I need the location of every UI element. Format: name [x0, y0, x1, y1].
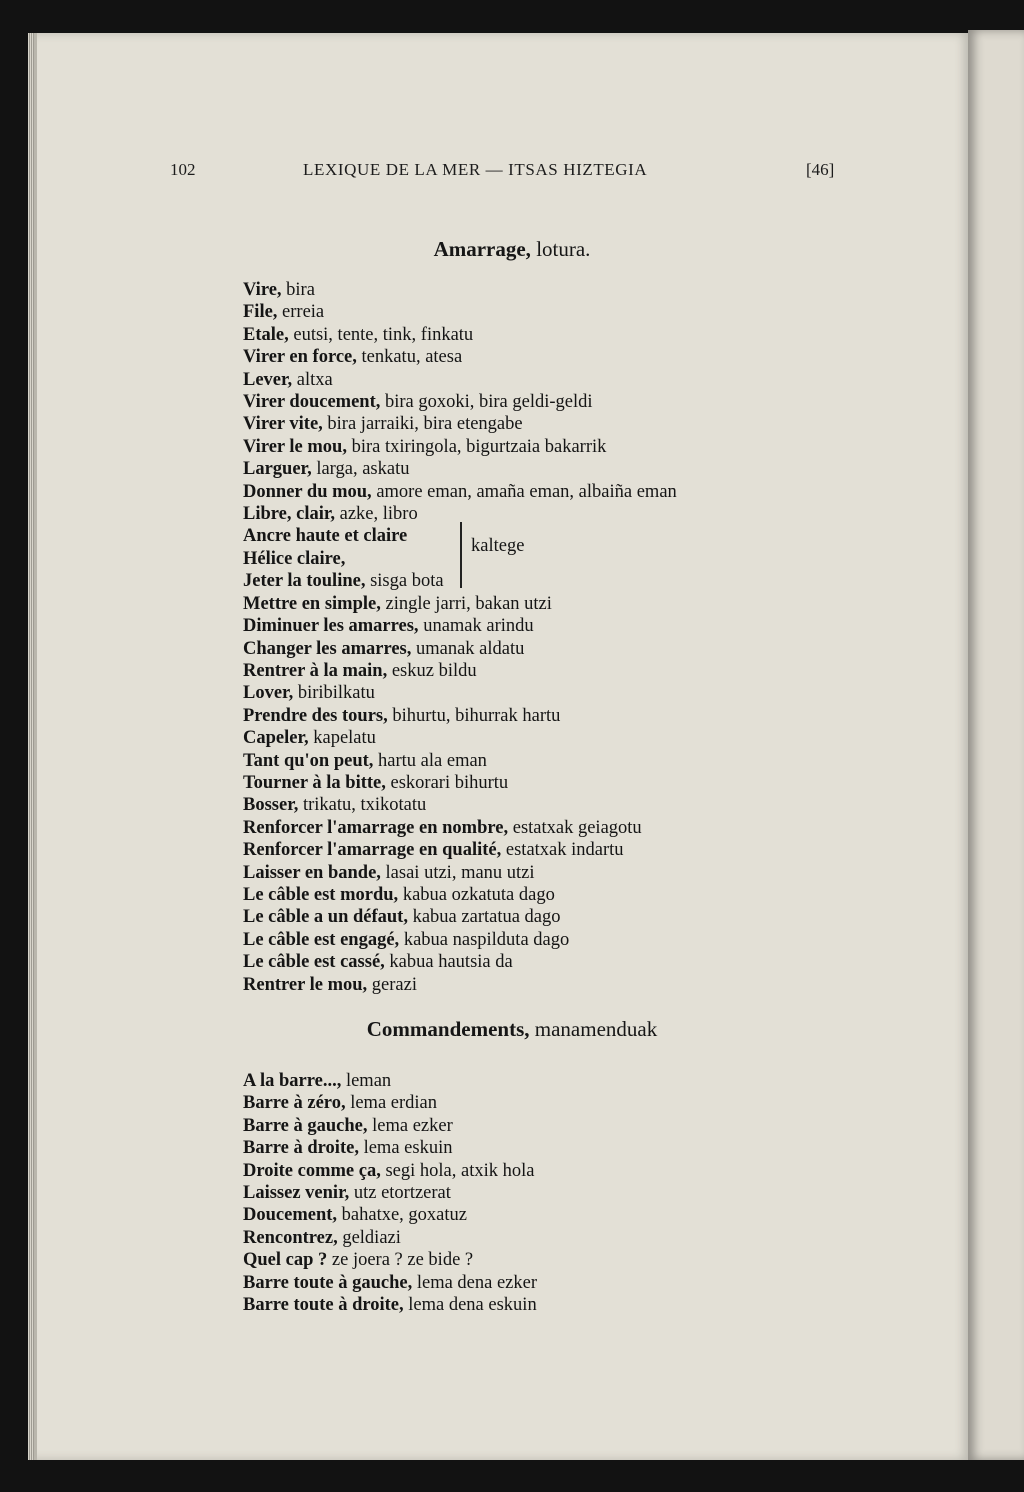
- entry-term: Capeler,: [243, 728, 309, 749]
- entry-gloss: biribilkatu: [293, 683, 375, 704]
- entry-term: Tant qu'on peut,: [243, 750, 374, 771]
- entry-gloss: erreia: [277, 302, 325, 323]
- entry-term: Virer le mou,: [243, 436, 347, 457]
- entry-row: [243, 1137, 537, 1159]
- entry-row: [243, 660, 677, 682]
- entry-term: Quel cap ?: [243, 1250, 328, 1271]
- entry-term: Etale,: [243, 324, 289, 345]
- entry-row: [243, 638, 677, 660]
- entry-term: Renforcer l'amarrage en nombre,: [243, 817, 509, 838]
- entry-row: [243, 593, 677, 615]
- entry-gloss: hartu ala eman: [373, 750, 487, 771]
- entry-row: [243, 750, 677, 772]
- section-title-term: Commandements,: [366, 1017, 530, 1041]
- amarrage-entry-list: [243, 279, 677, 996]
- entry-row: [243, 1160, 537, 1182]
- page-reference: [46]: [806, 160, 835, 179]
- entry-term: Hélice claire,: [243, 548, 346, 569]
- entry-term: Vire,: [243, 280, 282, 300]
- entry-term: Rentrer à la main,: [243, 660, 388, 681]
- entry-gloss: bira txiringola, bigurtzaia bakarrik: [346, 436, 607, 457]
- section-title-commandements: [0, 1017, 1024, 1042]
- brace-bracket: [454, 522, 462, 588]
- entry-row: [243, 615, 677, 637]
- entry-row: [243, 705, 677, 727]
- entry-term: Tourner à la bitte,: [243, 772, 386, 793]
- entry-term: Larguer,: [243, 459, 312, 480]
- entry-gloss: lema dena eskuin: [403, 1295, 537, 1316]
- entry-gloss: estatxak indartu: [501, 840, 624, 861]
- entry-gloss: sisga bota: [365, 571, 444, 592]
- entry-term: Barre à droite,: [243, 1138, 359, 1159]
- entry-row: [243, 884, 677, 906]
- section-title-gloss: manamenduak: [529, 1017, 658, 1041]
- section-title-term: Amarrage,: [433, 237, 531, 261]
- entry-term: Ancre haute et claire: [243, 526, 408, 547]
- entry-term: Lever,: [243, 369, 293, 390]
- entry-row: [243, 1115, 537, 1137]
- entry-gloss: trikatu, txikotatu: [298, 795, 427, 816]
- entry-gloss: kapelatu: [308, 728, 376, 749]
- entry-gloss: estatxak geiagotu: [508, 817, 642, 838]
- entry-row: [243, 436, 677, 458]
- entry-row: [243, 682, 677, 704]
- entry-term: Lover,: [243, 683, 294, 704]
- entry-term: Doucement,: [243, 1205, 338, 1226]
- entry-row: [243, 481, 677, 503]
- entry-row: [243, 772, 677, 794]
- entry-row: [243, 324, 677, 346]
- entry-term: Changer les amarres,: [243, 638, 412, 659]
- entry-term: Donner du mou,: [243, 481, 372, 502]
- entry-row: [243, 458, 677, 480]
- entry-term: Le câble est mordu,: [243, 884, 399, 905]
- entry-gloss: amore eman, amaña eman, albaiña eman: [371, 481, 677, 502]
- running-title: LEXIQUE DE LA MER — ITSAS HIZTEGIA: [303, 160, 648, 179]
- entry-row: [243, 1294, 537, 1316]
- entry-term: Le câble est cassé,: [243, 952, 385, 973]
- entry-row: [243, 1204, 537, 1226]
- entry-row: [243, 346, 677, 368]
- entry-term: Laissez venir,: [243, 1183, 350, 1204]
- entry-row: [243, 794, 677, 816]
- entry-gloss: bihurtu, bihurrak hartu: [387, 705, 561, 726]
- section-title-amarrage: [0, 237, 1024, 262]
- entry-row: [243, 1272, 537, 1294]
- entry-row: [243, 862, 677, 884]
- entry-gloss: utz etortzerat: [349, 1183, 451, 1204]
- entry-term: Le câble est engagé,: [243, 929, 400, 950]
- entry-gloss: bira jarraiki, bira etengabe: [322, 414, 523, 435]
- bracket-gloss: kaltege: [471, 536, 525, 556]
- entry-row: [243, 279, 677, 301]
- entry-term: Le câble a un défaut,: [243, 907, 408, 928]
- entry-gloss: geldiazi: [337, 1227, 401, 1248]
- entry-row: [243, 974, 677, 996]
- entry-row: [243, 301, 677, 323]
- entry-gloss: kabua ozkatuta dago: [398, 884, 555, 905]
- entry-gloss: leman: [341, 1071, 392, 1091]
- entry-row: [243, 369, 677, 391]
- entry-gloss: zingle jarri, bakan utzi: [380, 593, 552, 614]
- commandements-entry-list: [243, 1070, 537, 1316]
- entry-row: [243, 817, 677, 839]
- entry-gloss: kabua hautsia da: [384, 952, 513, 973]
- entry-gloss: umanak aldatu: [411, 638, 525, 659]
- entry-term: Diminuer les amarres,: [243, 616, 419, 637]
- entry-term: Mettre en simple,: [243, 593, 381, 614]
- entry-row: [243, 1227, 537, 1249]
- page-number: 102: [170, 160, 196, 179]
- entry-gloss: bira: [281, 280, 315, 300]
- entry-gloss: kabua zartatua dago: [407, 907, 561, 928]
- entry-row: [243, 951, 677, 973]
- entry-term: Bosser,: [243, 795, 299, 816]
- entry-gloss: eutsi, tente, tink, finkatu: [288, 324, 474, 345]
- entry-gloss: larga, askatu: [311, 459, 410, 480]
- entry-row: [243, 1092, 537, 1114]
- entry-row: [243, 1182, 537, 1204]
- entry-row: [243, 413, 677, 435]
- entry-term: A la barre...,: [243, 1071, 342, 1091]
- entry-term: File,: [243, 302, 278, 323]
- entry-term: Renforcer l'amarrage en qualité,: [243, 840, 502, 861]
- entry-term: Virer vite,: [243, 414, 323, 435]
- entry-gloss: eskorari bihurtu: [385, 772, 509, 793]
- entry-gloss: segi hola, atxik hola: [380, 1160, 535, 1181]
- entry-gloss: azke, libro: [335, 504, 418, 525]
- entry-term: Droite comme ça,: [243, 1160, 381, 1181]
- entry-row: [243, 929, 677, 951]
- entry-gloss: tenkatu, atesa: [356, 347, 463, 368]
- entry-row: [243, 906, 677, 928]
- entry-row: [243, 1249, 537, 1271]
- entry-row: [243, 839, 677, 861]
- entry-gloss: lema eskuin: [358, 1138, 453, 1159]
- entry-gloss: altxa: [292, 369, 333, 390]
- entry-gloss: lema erdian: [345, 1093, 438, 1114]
- section-title-gloss: lotura.: [530, 237, 591, 261]
- entry-term: Barre toute à gauche,: [243, 1272, 413, 1293]
- entry-gloss: lema ezker: [367, 1115, 453, 1136]
- entry-gloss: bira goxoki, bira geldi-geldi: [380, 392, 593, 413]
- entry-term: Libre, clair,: [243, 504, 335, 525]
- entry-term: Rencontrez,: [243, 1227, 338, 1248]
- entry-gloss: bahatxe, goxatuz: [337, 1205, 467, 1226]
- entry-term: Barre à gauche,: [243, 1115, 368, 1136]
- entry-row: [243, 391, 677, 413]
- entry-gloss: ze joera ? ze bide ?: [327, 1250, 474, 1271]
- entry-term: Jeter la touline,: [243, 571, 366, 592]
- entry-gloss: eskuz bildu: [387, 660, 477, 681]
- entry-term: Barre à zéro,: [243, 1093, 346, 1114]
- entry-term: Rentrer le mou,: [243, 974, 368, 995]
- entry-term: Prendre des tours,: [243, 705, 388, 726]
- entry-gloss: lema dena ezker: [412, 1272, 538, 1293]
- entry-gloss: unamak arindu: [418, 616, 534, 637]
- entry-row: [243, 727, 677, 749]
- entry-gloss: kabua naspilduta dago: [399, 929, 570, 950]
- entry-term: Virer en force,: [243, 347, 357, 368]
- entry-row: [243, 1070, 537, 1092]
- entry-term: Virer doucement,: [243, 392, 381, 413]
- entry-gloss: lasai utzi, manu utzi: [380, 862, 535, 883]
- entry-gloss: gerazi: [367, 974, 417, 995]
- entry-term: Laisser en bande,: [243, 862, 381, 883]
- entry-term: Barre toute à droite,: [243, 1295, 404, 1316]
